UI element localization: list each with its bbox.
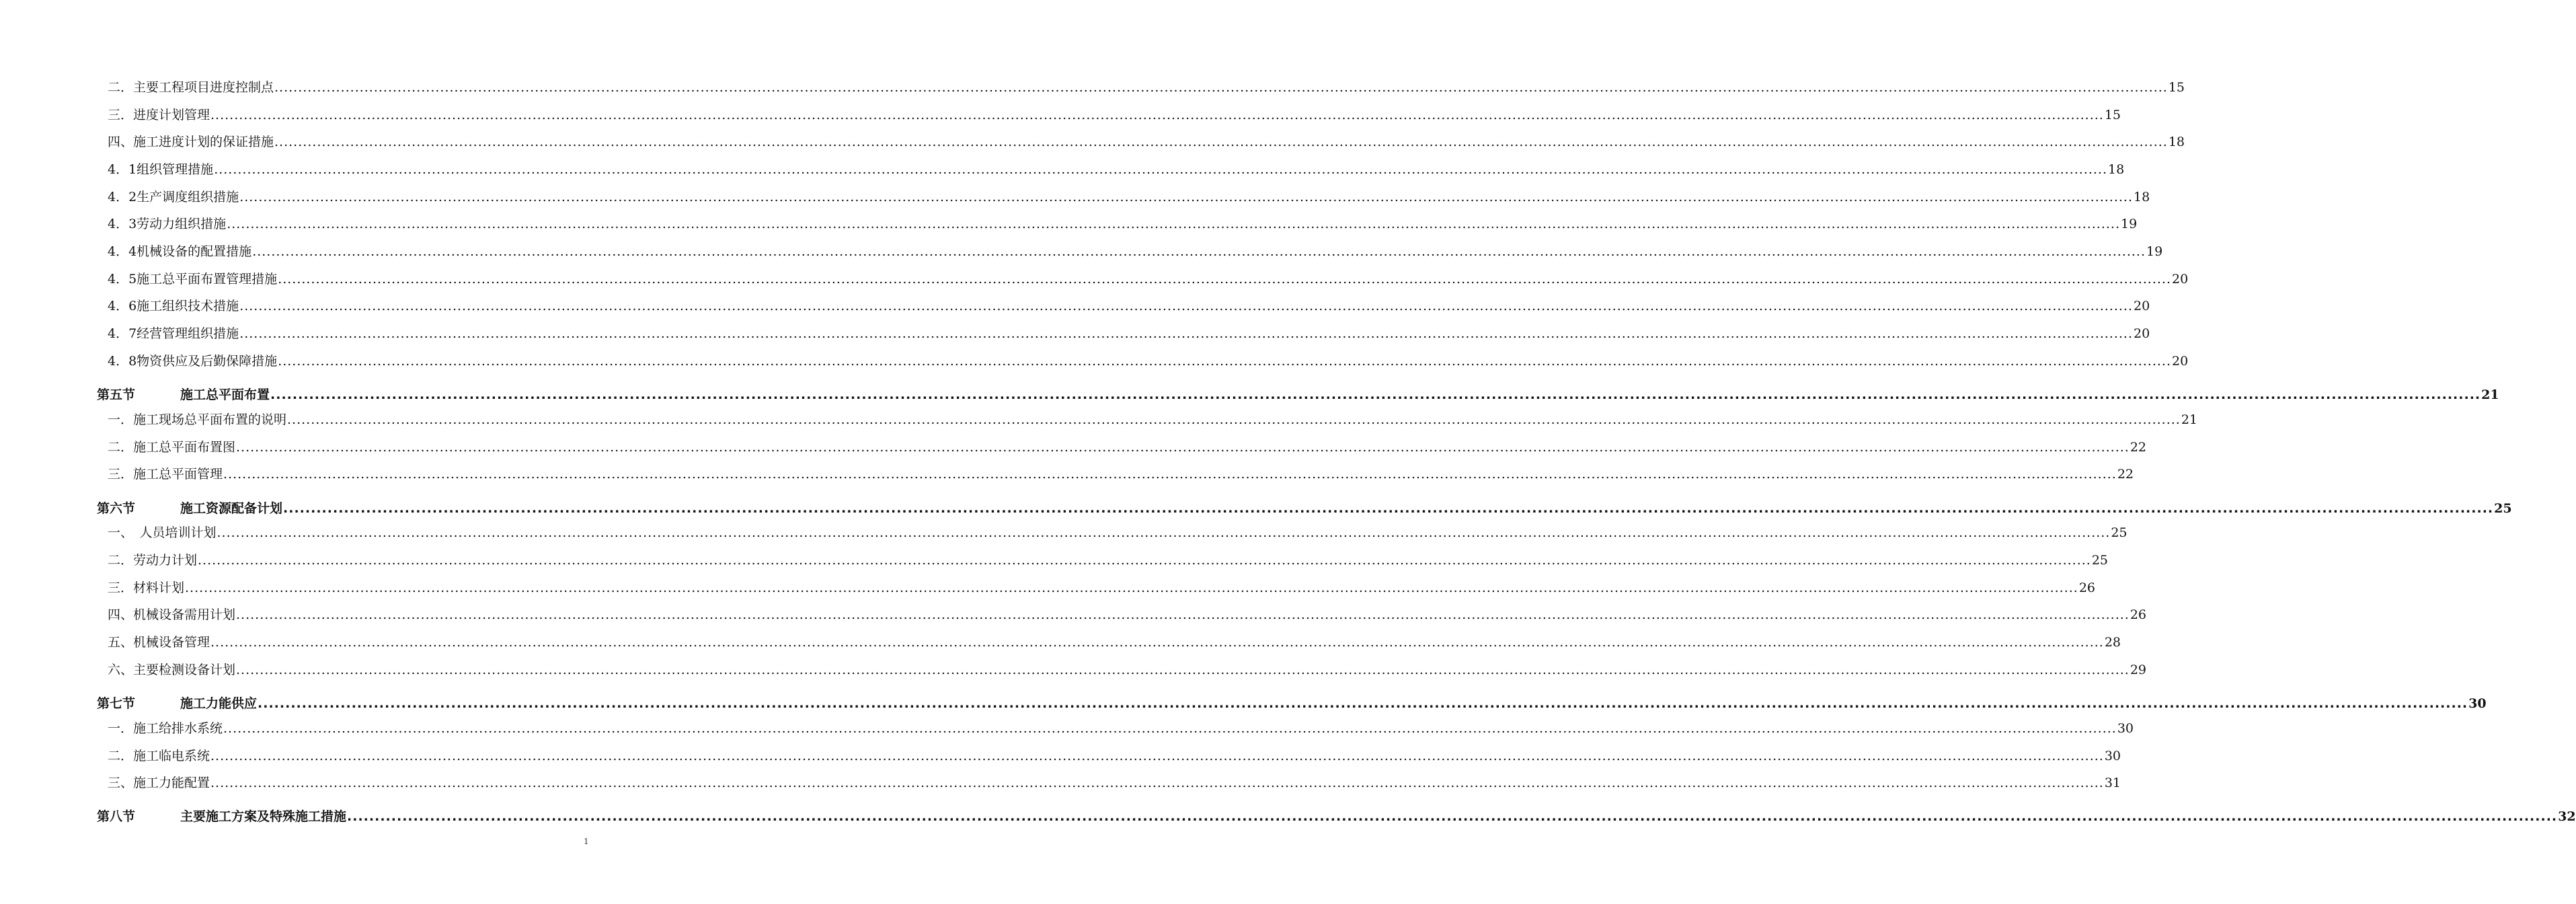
toc-entry-title: 一、 人员培训计划 [108,525,217,540]
toc-dot-leader: ................................................................................................................................................................................................................................................................................................................................................................................................................ [278,354,2172,369]
toc-page-number: 20 [2134,299,2150,313]
toc-entry-title: 4．3劳动力组织措施 [108,217,227,231]
toc-entry-title: 五、机械设备管理 [108,635,210,650]
toc-item-row[interactable] [108,579,2096,597]
toc-page-number: 19 [2121,217,2138,231]
toc-dot-leader: ................................................................................................................................................................................................................................................................................................................................................................................................................ [185,580,2078,595]
toc-page-number: 25 [2111,525,2128,540]
toc-entry-title: 4．4机械设备的配置措施 [108,244,252,259]
toc-dot-leader: ................................................................................................................................................................................................................................................................................................................................................................................................................ [227,217,2121,231]
toc-item-row[interactable] [108,661,2147,679]
toc-entry-title: 4．7经营管理组织措施 [108,326,239,341]
toc-page-number: 30 [2117,721,2134,736]
toc-page-number: 26 [2130,607,2147,622]
toc-dot-leader: ................................................................................................................................................................................................................................................................................................................................................................................................................ [274,80,2168,95]
toc-page-number: 25 [2091,553,2109,568]
toc-page-number: 21 [2181,412,2198,427]
toc-item-row[interactable] [108,297,2150,315]
toc-dot-leader: ................................................................................................................................................................................................................................................................................................................................................................................................................ [252,244,2146,259]
toc-item-row[interactable] [108,747,2121,765]
toc-page-number: 15 [2168,80,2185,95]
toc-entry-title: 施工力能供应 [180,696,258,711]
toc-page-number: 19 [2146,244,2163,259]
toc-dot-leader: ................................................................................................................................................................................................................................................................................................................................................................................................................ [236,663,2130,677]
toc-item-row[interactable] [108,411,2198,428]
toc-dot-leader: ................................................................................................................................................................................................................................................................................................................................................................................................................ [198,553,2091,568]
toc-dot-leader: ................................................................................................................................................................................................................................................................................................................................................................................................................ [258,696,2468,711]
toc-item-row[interactable] [108,243,2163,260]
toc-item-row[interactable] [108,215,2138,233]
toc-section-row[interactable] [97,695,2487,712]
toc-page-number: 18 [2134,190,2150,204]
toc-entry-title: 三．材料计划 [108,580,185,595]
toc-page-number: 20 [2172,354,2189,369]
toc-item-row[interactable] [108,79,2185,96]
toc-page-number: 18 [2168,135,2185,149]
toc-dot-leader: ................................................................................................................................................................................................................................................................................................................................................................................................................ [210,749,2104,763]
toc-entry-title: 二．主要工程项目进度控制点 [108,80,274,95]
toc-dot-leader: ................................................................................................................................................................................................................................................................................................................................................................................................................ [239,326,2134,341]
toc-dot-leader: ................................................................................................................................................................................................................................................................................................................................................................................................................ [210,108,2104,122]
toc-entry-title: 主要施工方案及特殊施工措施 [180,809,347,824]
toc-page-number: 25 [2494,501,2512,516]
toc-dot-leader: ................................................................................................................................................................................................................................................................................................................................................................................................................ [210,635,2104,650]
toc-entry-title: 4．2生产调度组织措施 [108,190,239,204]
toc-entry-title: 六、主要检测设备计划 [108,663,236,677]
toc-dot-leader: ................................................................................................................................................................................................................................................................................................................................................................................................................ [274,135,2168,149]
toc-item-row[interactable] [108,352,2189,370]
toc-page-number: 18 [2108,162,2125,177]
toc-page-number: 32 [2558,809,2576,824]
toc-item-row[interactable] [108,774,2121,792]
toc-dot-leader: ................................................................................................................................................................................................................................................................................................................................................................................................................ [236,607,2130,622]
toc-section-number: 第五节 [97,387,136,402]
toc-entry-title: 4．5施工总平面布置管理措施 [108,272,278,287]
toc-page-number: 29 [2130,663,2147,677]
toc-item-row[interactable] [108,524,2128,541]
toc-section-row[interactable] [97,500,2512,517]
toc-page-number: 20 [2172,272,2189,287]
toc-dot-leader: ................................................................................................................................................................................................................................................................................................................................................................................................................ [278,272,2172,287]
toc-item-row[interactable] [108,270,2189,288]
toc-entry-title: 三、施工力能配置 [108,776,210,790]
toc-item-row[interactable] [108,606,2147,624]
toc-dot-leader: ................................................................................................................................................................................................................................................................................................................................................................................................................ [239,299,2134,313]
toc-section-row[interactable] [97,386,2499,404]
toc-entry-title: 一．施工现场总平面布置的说明 [108,412,287,427]
page-number: 1 [584,837,589,846]
toc-section-row[interactable] [97,808,2576,825]
toc-page-number: 26 [2078,580,2096,595]
toc-page-number: 15 [2104,108,2121,122]
toc-dot-leader: ................................................................................................................................................................................................................................................................................................................................................................................................................ [287,412,2181,427]
toc-page-number: 28 [2104,635,2121,650]
toc-section-number: 第六节 [97,501,136,516]
toc-dot-leader: ................................................................................................................................................................................................................................................................................................................................................................................................................ [217,525,2111,540]
toc-entry-title: 一．施工给排水系统 [108,721,223,736]
toc-item-row[interactable] [108,161,2125,178]
toc-item-row[interactable] [108,133,2185,151]
toc-dot-leader: ................................................................................................................................................................................................................................................................................................................................................................................................................ [347,809,2558,824]
toc-page-number: 30 [2104,749,2121,763]
toc-dot-leader: ................................................................................................................................................................................................................................................................................................................................................................................................................ [270,387,2481,402]
toc-section-number: 第八节 [97,809,136,824]
toc-item-row[interactable] [108,465,2134,483]
toc-dot-leader: ................................................................................................................................................................................................................................................................................................................................................................................................................ [214,162,2108,177]
toc-item-row[interactable] [108,439,2147,456]
toc-dot-leader: ................................................................................................................................................................................................................................................................................................................................................................................................................ [223,721,2117,736]
toc-entry-title: 二．劳动力计划 [108,553,198,568]
toc-entry-title: 二．施工临电系统 [108,749,210,763]
toc-item-row[interactable] [108,325,2150,342]
toc-item-row[interactable] [108,106,2121,124]
toc-page-number: 22 [2130,440,2147,455]
toc-page-number: 22 [2117,467,2134,482]
toc-page-number: 30 [2468,696,2487,711]
toc-item-row[interactable] [108,188,2150,206]
toc-dot-leader: ................................................................................................................................................................................................................................................................................................................................................................................................................ [239,190,2134,204]
toc-item-row[interactable] [108,552,2109,569]
toc-page-number: 20 [2134,326,2150,341]
toc-entry-title: 四、机械设备需用计划 [108,607,236,622]
toc-entry-title: 4．8物资供应及后勤保障措施 [108,354,278,369]
toc-entry-title: 4．1组织管理措施 [108,162,214,177]
toc-section-number: 第七节 [97,696,136,711]
toc-entry-title: 二．施工总平面布置图 [108,440,236,455]
toc-entry-title: 三．施工总平面管理 [108,467,223,482]
toc-page-number: 21 [2481,387,2499,402]
toc-item-row[interactable] [108,720,2134,737]
toc-entry-title: 四、施工进度计划的保证措施 [108,135,274,149]
toc-entry-title: 施工资源配备计划 [180,501,283,516]
toc-entry-title: 4．6施工组织技术措施 [108,299,239,313]
toc-dot-leader: ................................................................................................................................................................................................................................................................................................................................................................................................................ [236,440,2130,455]
toc-item-row[interactable] [108,634,2121,651]
toc-dot-leader: ................................................................................................................................................................................................................................................................................................................................................................................................................ [210,776,2104,790]
toc-entry-title: 三．进度计划管理 [108,108,210,122]
toc-page-number: 31 [2104,776,2121,790]
toc-entry-title: 施工总平面布置 [180,387,270,402]
toc-dot-leader: ................................................................................................................................................................................................................................................................................................................................................................................................................ [283,501,2494,516]
toc-dot-leader: ................................................................................................................................................................................................................................................................................................................................................................................................................ [223,467,2117,482]
